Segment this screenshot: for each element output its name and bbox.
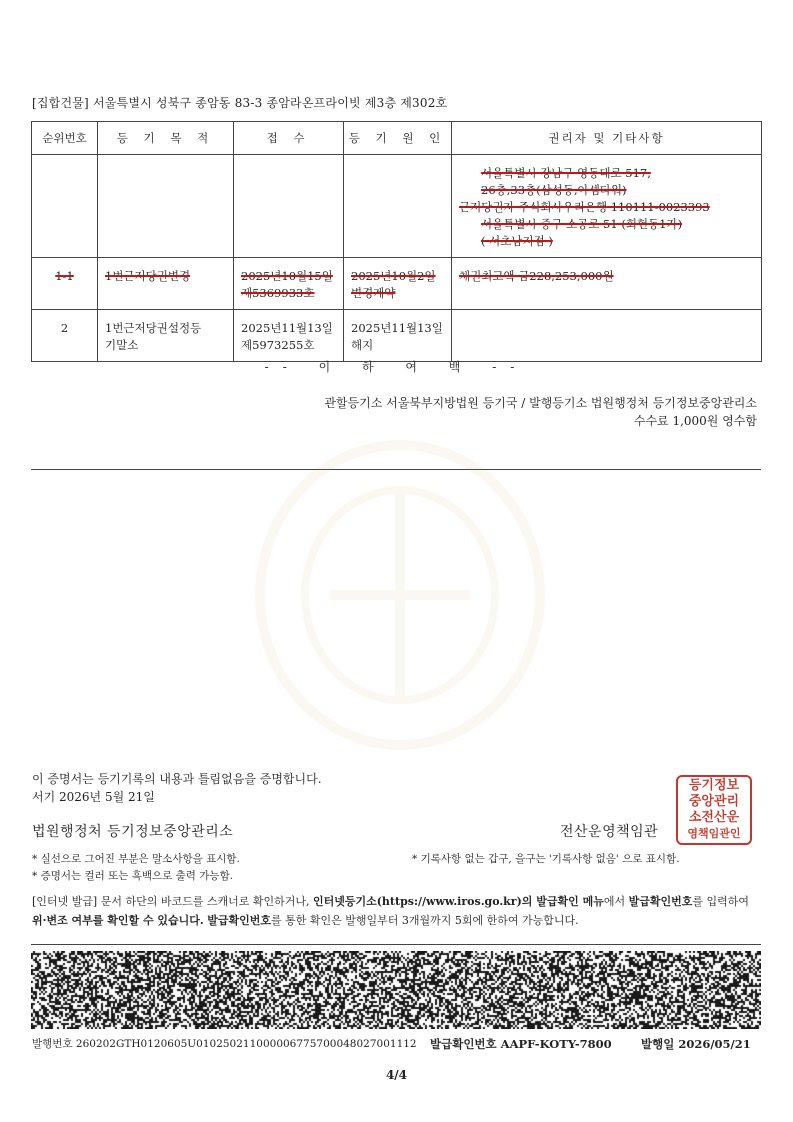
cause-date: 2025년11월13일 <box>351 321 443 335</box>
receipt-date: 2025년10월15일 <box>241 269 333 283</box>
rights-line: ( 서초남지점 ) <box>481 234 553 248</box>
purpose-line: 기말소 <box>105 338 139 352</box>
purpose-cell: 1번근저당권변경 <box>105 269 191 283</box>
divider <box>31 944 761 945</box>
blank-below-marker: -- 이 하 여 백 -- <box>264 360 529 374</box>
receipt-date: 2025년11월13일 <box>241 321 333 335</box>
cause-text: 변경계약 <box>351 286 396 300</box>
cause-text: 해지 <box>351 338 374 352</box>
rights-line: 26층,33층(삼성동,아셈타워) <box>481 183 627 197</box>
verification-number: 발급확인번호 AAPF-KOTY-7800 <box>430 1037 612 1051</box>
col-header-cause: 등 기 원 인 <box>344 122 452 155</box>
purpose-line: 1번근저당권설정등 <box>105 321 202 335</box>
issue-date: 발행일 2026/05/21 <box>641 1037 751 1051</box>
note-strikethrough: * 실선으로 그어진 부분은 말소사항을 표시함. <box>32 853 240 865</box>
cause-date: 2025년10월2일 <box>351 269 436 283</box>
table-row <box>32 155 762 258</box>
rank-cell: 2 <box>60 321 69 335</box>
table-row <box>32 258 762 310</box>
rights-line: 근저당권자 주식회사우리은행 110111-0023393 <box>459 200 710 214</box>
certification-date: 서기 2026년 5월 21일 <box>32 790 155 804</box>
col-header-receipt: 접 수 <box>234 122 344 155</box>
col-header-purpose: 등 기 목 적 <box>98 122 234 155</box>
receipt-number: 제5973255호 <box>241 338 315 352</box>
property-header: [집합건물] 서울특별시 성북구 종암동 83-3 종암라온프라이빗 제3층 제302호 <box>32 96 448 110</box>
certification-text: 이 증명서는 등기기록의 내용과 틀림없음을 증명합니다. <box>32 772 322 786</box>
register-table <box>31 121 762 362</box>
2d-barcode <box>31 951 761 1029</box>
issuing-authority: 법원행정처 등기정보중앙관리소 <box>32 824 234 840</box>
rank-cell: 1-1 <box>55 269 74 283</box>
internet-issue-notice: [인터넷 발급] 문서 하단의 바코드를 스캐너로 확인하거나, 인터넷등기소(https://www.iros.go.kr)의 발급확인 메뉴에서 발급확인번호를 입력하여 위·변조 여부를 확인할 수 있습니다. 발급확인번호를 통한 확인은 발행일부터 3개월까지 5회에 한하여 가능합니다. <box>32 895 750 927</box>
col-header-rank: 순위번호 <box>32 122 98 155</box>
table-row <box>32 310 762 362</box>
rights-cell <box>452 155 762 258</box>
official-seal-stamp: 등기정보 중앙관리 소전산운 영책임관인 <box>676 775 752 845</box>
issue-number: 발행번호 260202GTH0120605U010250211000006775700048027001112 <box>32 1038 417 1050</box>
table-header-row <box>32 122 762 155</box>
rights-cell: 채권최고액 금228,253,000원 <box>459 269 614 283</box>
rights-line: 서울특별시 강남구 영동대로 517, <box>481 166 651 180</box>
note-print: * 증명서는 컬러 또는 흑백으로 출력 가능함. <box>32 870 234 882</box>
page-number: 4/4 <box>385 1068 408 1082</box>
note-no-records: * 기록사항 없는 갑구, 을구는 '기록사항 없음' 으로 표시함. <box>412 853 680 865</box>
registry-office-line: 관할등기소 서울북부지방법원 등기국 / 발행등기소 법원행정처 등기정보중앙관리소 <box>324 396 757 410</box>
watermark-emblem <box>240 430 560 760</box>
rights-line: 서울특별시 중구 소공로 51 (회현동1가) <box>481 217 683 231</box>
responsible-officer: 전산운영책임관 <box>560 824 659 840</box>
receipt-number: 제5369933호 <box>241 286 315 300</box>
col-header-rights: 권리자 및 기타사항 <box>452 122 762 155</box>
fee-line: 수수료 1,000원 영수함 <box>633 414 757 428</box>
